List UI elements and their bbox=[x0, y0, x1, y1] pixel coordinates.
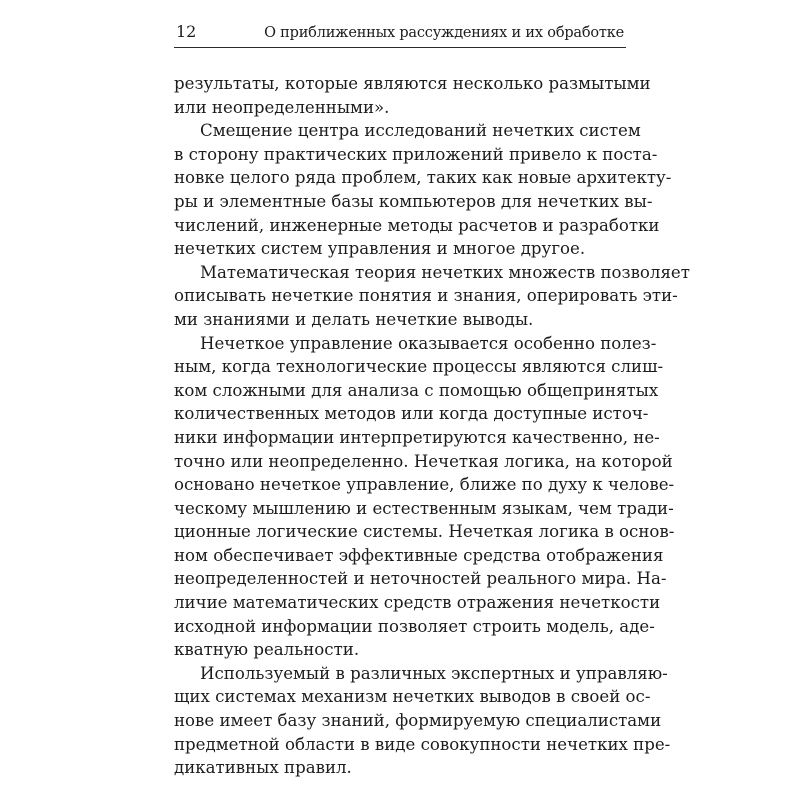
text-line: ники информации интерпретируются качественно, не- bbox=[174, 427, 660, 447]
text-line: щих системах механизм нечетких выводов в своей ос- bbox=[174, 687, 651, 707]
running-title: О приближенных рассуждениях и их обработке bbox=[264, 25, 624, 41]
text-line: ми знаниями и делать нечеткие выводы. bbox=[174, 309, 534, 329]
text-line: ном обеспечивает эффективные средства отображения bbox=[174, 545, 664, 565]
text-line: ры и элементные базы компьютеров для нечетких вы- bbox=[174, 191, 653, 211]
text-line: основано нечеткое управление, ближе по духу к челове- bbox=[174, 475, 675, 495]
text-line: Нечеткое управление оказывается особенно полез- bbox=[200, 333, 657, 353]
text-line: дикативных правил. bbox=[174, 758, 352, 778]
text-line: ционные логические системы. Нечеткая логика в основ- bbox=[174, 522, 675, 542]
book-page bbox=[174, 22, 690, 780]
paragraph bbox=[174, 72, 651, 119]
text-line: результаты, которые являются несколько размытыми bbox=[174, 74, 651, 93]
text-line: в сторону практических приложений привело к поста- bbox=[174, 144, 658, 164]
text-line: нечетких систем управления и многое другое. bbox=[174, 239, 586, 259]
text-line: предметной области в виде совокупности нечетких пре- bbox=[174, 734, 671, 754]
text-line: количественных методов или когда доступные источ- bbox=[174, 404, 649, 424]
text-line: исходной информации позволяет строить модель, аде- bbox=[174, 616, 655, 636]
paragraph bbox=[174, 119, 672, 261]
text-line: Используемый в различных экспертных и управляю- bbox=[200, 663, 668, 683]
page-number: 12 bbox=[176, 22, 197, 41]
text-line: личие математических средств отражения нечеткости bbox=[174, 593, 661, 613]
text-line: ком сложными для анализа с помощью общепринятых bbox=[174, 380, 659, 400]
paragraph bbox=[174, 332, 675, 662]
text-line: неопределенностей и неточностей реального мира. На- bbox=[174, 569, 667, 589]
running-header bbox=[174, 22, 626, 48]
text-line: Математическая теория нечетких множеств позволяет bbox=[200, 262, 690, 282]
paragraph bbox=[174, 662, 671, 780]
text-line: ческому мышлению и естественным языкам, чем тради- bbox=[174, 498, 674, 518]
text-line: точно или неопределенно. Нечеткая логика, на которой bbox=[174, 451, 673, 471]
text-line: новке целого ряда проблем, таких как новые архитекту- bbox=[174, 168, 672, 188]
text-line: числений, инженерные методы расчетов и разработки bbox=[174, 215, 660, 235]
text-line: кватную реальности. bbox=[174, 640, 360, 660]
text-line: описывать нечеткие понятия и знания, оперировать эти- bbox=[174, 286, 678, 306]
text-line: Смещение центра исследований нечетких систем bbox=[200, 121, 641, 141]
body-text bbox=[174, 72, 690, 780]
text-line: нове имеет базу знаний, формируемую специалистами bbox=[174, 711, 662, 731]
text-line: ным, когда технологические процессы являются слиш- bbox=[174, 357, 664, 377]
paragraph bbox=[174, 261, 690, 332]
text-line: или неопределенными». bbox=[174, 97, 390, 117]
